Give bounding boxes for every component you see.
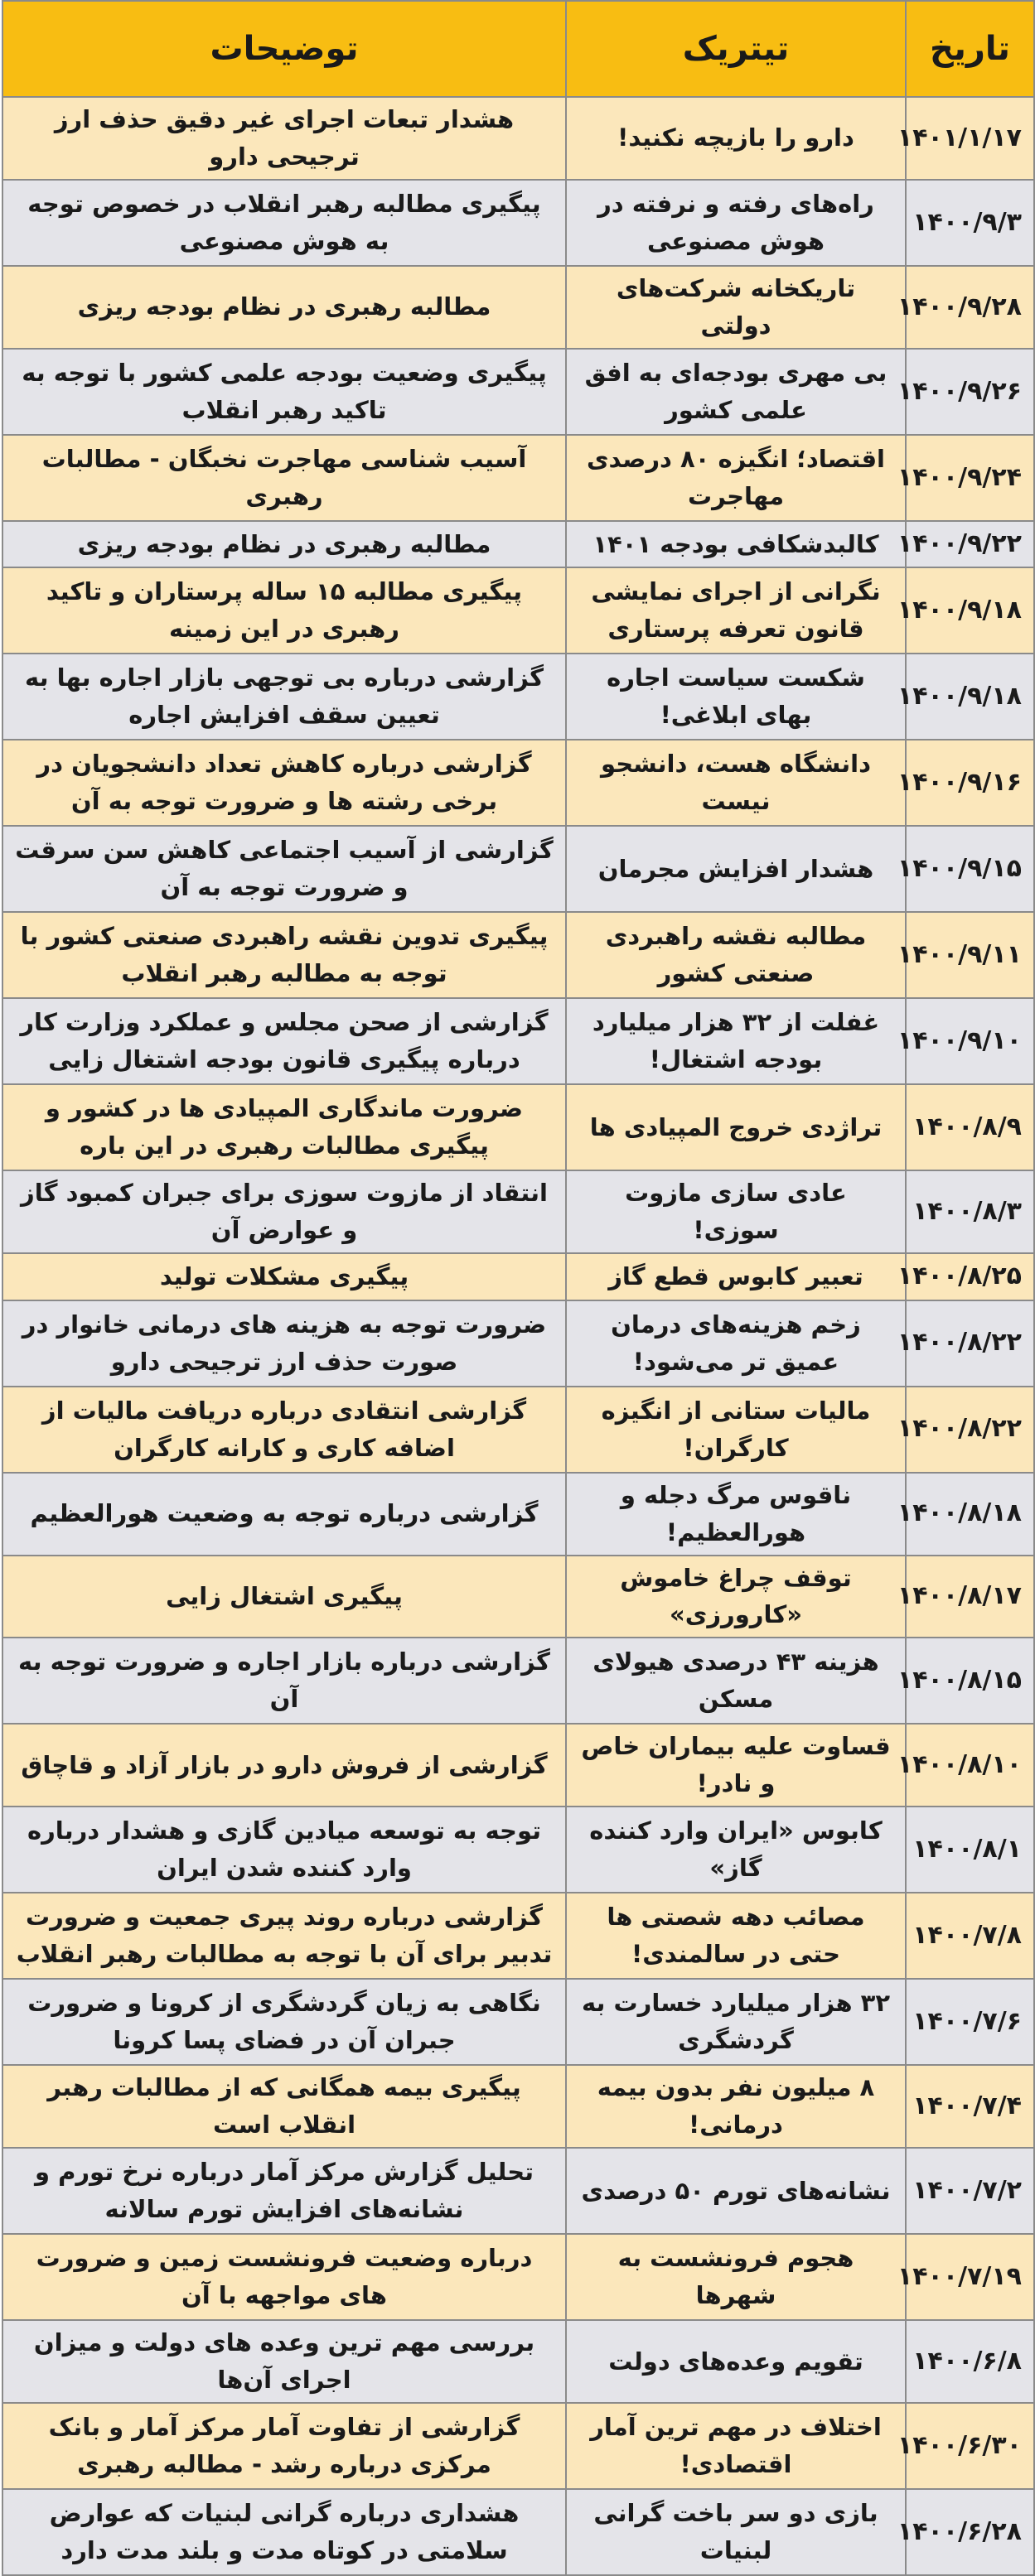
row-title: تراژدی خروج المپیادی ها: [566, 1084, 906, 1170]
row-title: بی مهری بودجه‌ای به افق علمی کشور: [566, 349, 906, 435]
row-title: راه‌های رفته و نرفته در هوش مصنوعی: [566, 180, 906, 266]
news-table: [2, 0, 1035, 2576]
row-date: ۱۴۰۰/۸/۲۵: [906, 1253, 1034, 1300]
row-date: ۱۴۰۰/۸/۲۲: [906, 1300, 1034, 1387]
table-row: [2, 2234, 1034, 2320]
row-date: ۱۴۰۰/۸/۱۸: [906, 1473, 1034, 1556]
table-row: [2, 1387, 1034, 1473]
row-description: نگاهی به زیان گردشگری از کرونا و ضرورت جبران آن در فضای پسا کرونا: [2, 1979, 566, 2065]
row-date: ۱۴۰۰/۹/۳: [906, 180, 1034, 266]
table-row: [2, 1724, 1034, 1807]
row-date: ۱۴۰۰/۸/۱۷: [906, 1556, 1034, 1638]
table-body: [2, 97, 1034, 2575]
row-title: مالیات ستانی از انگیزه کارگران!: [566, 1387, 906, 1473]
row-date: ۱۴۰۰/۸/۱۰: [906, 1724, 1034, 1807]
table-row: [2, 1473, 1034, 1556]
table-row: [2, 521, 1034, 568]
table-row: [2, 2489, 1034, 2575]
row-date: ۱۴۰۰/۸/۲۲: [906, 1387, 1034, 1473]
row-description: ضرورت ماندگاری المپیادی ها در کشور و پیگیری مطالبات رهبری در این باره: [2, 1084, 566, 1170]
table-row: [2, 1170, 1034, 1253]
row-description: پیگیری بیمه همگانی که از مطالبات رهبر انقلاب است: [2, 2065, 566, 2148]
row-title: تقویم وعده‌های دولت: [566, 2320, 906, 2403]
row-title: بازی دو سر باخت گرانی لبنیات: [566, 2489, 906, 2575]
row-description: هشدار تبعات اجرای غیر دقیق حذف ارز ترجیحی دارو: [2, 97, 566, 180]
table-row: [2, 180, 1034, 266]
row-title: هشدار افزایش مجرمان: [566, 826, 906, 912]
row-date: ۱۴۰۰/۹/۲۲: [906, 521, 1034, 568]
row-date: ۱۴۰۰/۹/۲۸: [906, 266, 1034, 349]
row-title: مصائب دهه شصتی ها حتی در سالمندی!: [566, 1893, 906, 1979]
header-title: تیتریک: [566, 1, 906, 97]
row-title: اختلاف در مهم ترین آمار اقتصادی!: [566, 2403, 906, 2489]
row-title: دانشگاه هست، دانشجو نیست: [566, 740, 906, 826]
row-date: ۱۴۰۰/۷/۸: [906, 1893, 1034, 1979]
row-date: ۱۴۰۰/۷/۲: [906, 2148, 1034, 2234]
row-description: درباره وضعیت فرونشست زمین و ضرورت های مواجهه با آن: [2, 2234, 566, 2320]
row-description: گزارشی از آسیب اجتماعی کاهش سن سرقت و ضرورت توجه به آن: [2, 826, 566, 912]
table-row: [2, 2148, 1034, 2234]
table-row: [2, 826, 1034, 912]
header-description: توضیحات: [2, 1, 566, 97]
header-date: تاریخ: [906, 1, 1034, 97]
row-title: شکست سیاست اجاره بهای ابلاغی!: [566, 654, 906, 740]
row-title: مطالبه نقشه راهبردی صنعتی کشور: [566, 912, 906, 998]
table-row: [2, 998, 1034, 1084]
row-date: ۱۴۰۰/۸/۹: [906, 1084, 1034, 1170]
table-row: [2, 654, 1034, 740]
row-title: تاریکخانه شرکت‌های دولتی: [566, 266, 906, 349]
row-title: نگرانی از اجرای نمایشی قانون تعرفه پرستاری: [566, 567, 906, 654]
table-row: [2, 740, 1034, 826]
table-row: [2, 1556, 1034, 1638]
row-title: غفلت از ۳۲ هزار میلیارد بودجه اشتغال!: [566, 998, 906, 1084]
table-row: [2, 567, 1034, 654]
row-description: پیگیری مطالبه ۱۵ ساله پرستاران و تاکید رهبری در این زمینه: [2, 567, 566, 654]
row-title: توقف چراغ خاموش «کارورزی»: [566, 1556, 906, 1638]
row-description: گزارشی درباره توجه به وضعیت هورالعظیم: [2, 1473, 566, 1556]
row-description: توجه به توسعه میادین گازی و هشدار درباره وارد کننده شدن ایران: [2, 1807, 566, 1893]
row-title: تعبیر کابوس قطع گاز: [566, 1253, 906, 1300]
row-title: نشانه‌های تورم ۵۰ درصدی: [566, 2148, 906, 2234]
row-date: ۱۴۰۰/۶/۳۰: [906, 2403, 1034, 2489]
row-title: ۸ میلیون نفر بدون بیمه درمانی!: [566, 2065, 906, 2148]
row-title: ۳۲ هزار میلیارد خسارت به گردشگری: [566, 1979, 906, 2065]
row-title: هجوم فرونشست به شهرها: [566, 2234, 906, 2320]
row-description: گزارشی درباره روند پیری جمعیت و ضرورت تدبیر برای آن با توجه به مطالبات رهبر انقلاب: [2, 1893, 566, 1979]
row-date: ۱۴۰۰/۹/۱۸: [906, 654, 1034, 740]
row-date: ۱۴۰۰/۷/۱۹: [906, 2234, 1034, 2320]
row-date: ۱۴۰۰/۹/۱۰: [906, 998, 1034, 1084]
row-description: ضرورت توجه به هزینه های درمانی خانوار در صورت حذف ارز ترجیحی دارو: [2, 1300, 566, 1387]
row-description: گزارشی از تفاوت آمار مرکز آمار و بانک مرکزی درباره رشد - مطالبه رهبری: [2, 2403, 566, 2489]
row-description: پیگیری مشکلات تولید: [2, 1253, 566, 1300]
row-date: ۱۴۰۱/۱/۱۷: [906, 97, 1034, 180]
table-row: [2, 1979, 1034, 2065]
table-row: [2, 1300, 1034, 1387]
row-date: ۱۴۰۰/۸/۱۵: [906, 1638, 1034, 1724]
table-row: [2, 1084, 1034, 1170]
row-date: ۱۴۰۰/۶/۲۸: [906, 2489, 1034, 2575]
row-description: پیگیری تدوین نقشه راهبردی صنعتی کشور با توجه به مطالبه رهبر انقلاب: [2, 912, 566, 998]
row-description: آسیب شناسی مهاجرت نخبگان - مطالبات رهبری: [2, 435, 566, 521]
row-title: کابوس «ایران وارد کننده گاز»: [566, 1807, 906, 1893]
row-description: گزارشی درباره بی توجهی بازار اجاره بها به تعیین سقف افزایش اجاره: [2, 654, 566, 740]
table-row: [2, 2403, 1034, 2489]
row-title: ناقوس مرگ دجله و هورالعظیم!: [566, 1473, 906, 1556]
table-row: [2, 912, 1034, 998]
row-description: انتقاد از مازوت سوزی برای جبران کمبود گاز و عوارض آن: [2, 1170, 566, 1253]
row-description: پیگیری مطالبه رهبر انقلاب در خصوص توجه به هوش مصنوعی: [2, 180, 566, 266]
row-title: هزینه ۴۳ درصدی هیولای مسکن: [566, 1638, 906, 1724]
row-date: ۱۴۰۰/۹/۱۶: [906, 740, 1034, 826]
table-header-row: [2, 1, 1034, 97]
row-description: مطالبه رهبری در نظام بودجه ریزی: [2, 266, 566, 349]
row-date: ۱۴۰۰/۸/۱: [906, 1807, 1034, 1893]
row-date: ۱۴۰۰/۹/۱۸: [906, 567, 1034, 654]
table-row: [2, 349, 1034, 435]
row-description: گزارشی از فروش دارو در بازار آزاد و قاچاق: [2, 1724, 566, 1807]
row-date: ۱۴۰۰/۹/۱۵: [906, 826, 1034, 912]
table-row: [2, 266, 1034, 349]
row-title: دارو را بازیچه نکنید!: [566, 97, 906, 180]
row-description: گزارشی درباره بازار اجاره و ضرورت توجه به آن: [2, 1638, 566, 1724]
row-description: گزارشی درباره کاهش تعداد دانشجویان در برخی رشته ها و ضرورت توجه به آن: [2, 740, 566, 826]
row-date: ۱۴۰۰/۷/۶: [906, 1979, 1034, 2065]
row-description: هشداری درباره گرانی لبنیات که عوارض سلامتی در کوتاه مدت و بلند مدت دارد: [2, 2489, 566, 2575]
row-date: ۱۴۰۰/۹/۲۴: [906, 435, 1034, 521]
row-description: گزارشی از صحن مجلس و عملکرد وزارت کار درباره پیگیری قانون بودجه اشتغال زایی: [2, 998, 566, 1084]
row-description: مطالبه رهبری در نظام بودجه ریزی: [2, 521, 566, 568]
table-row: [2, 1638, 1034, 1724]
row-title: زخم هزینه‌های درمان عمیق تر می‌شود!: [566, 1300, 906, 1387]
row-title: عادی سازی مازوت سوزی!: [566, 1170, 906, 1253]
table-row: [2, 2065, 1034, 2148]
row-date: ۱۴۰۰/۹/۱۱: [906, 912, 1034, 998]
row-date: ۱۴۰۰/۸/۳: [906, 1170, 1034, 1253]
table-row: [2, 1893, 1034, 1979]
row-title: کالبدشکافی بودجه ۱۴۰۱: [566, 521, 906, 568]
row-date: ۱۴۰۰/۶/۸: [906, 2320, 1034, 2403]
table-row: [2, 2320, 1034, 2403]
table-row: [2, 1807, 1034, 1893]
row-description: تحلیل گزارش مرکز آمار درباره نرخ تورم و نشانه‌های افزایش تورم سالانه: [2, 2148, 566, 2234]
row-description: گزارشی انتقادی درباره دریافت مالیات از اضافه کاری و کارانه کارگران: [2, 1387, 566, 1473]
table-row: [2, 435, 1034, 521]
table-row: [2, 1253, 1034, 1300]
row-date: ۱۴۰۰/۷/۴: [906, 2065, 1034, 2148]
row-description: بررسی مهم ترین وعده های دولت و میزان اجرای آن‌ها: [2, 2320, 566, 2403]
row-date: ۱۴۰۰/۹/۲۶: [906, 349, 1034, 435]
row-title: قساوت علیه بیماران خاص و نادر!: [566, 1724, 906, 1807]
row-title: اقتصاد؛ انگیزه ۸۰ درصدی مهاجرت: [566, 435, 906, 521]
table-row: [2, 97, 1034, 180]
row-description: پیگیری اشتغال زایی: [2, 1556, 566, 1638]
row-description: پیگیری وضعیت بودجه علمی کشور با توجه به تاکید رهبر انقلاب: [2, 349, 566, 435]
